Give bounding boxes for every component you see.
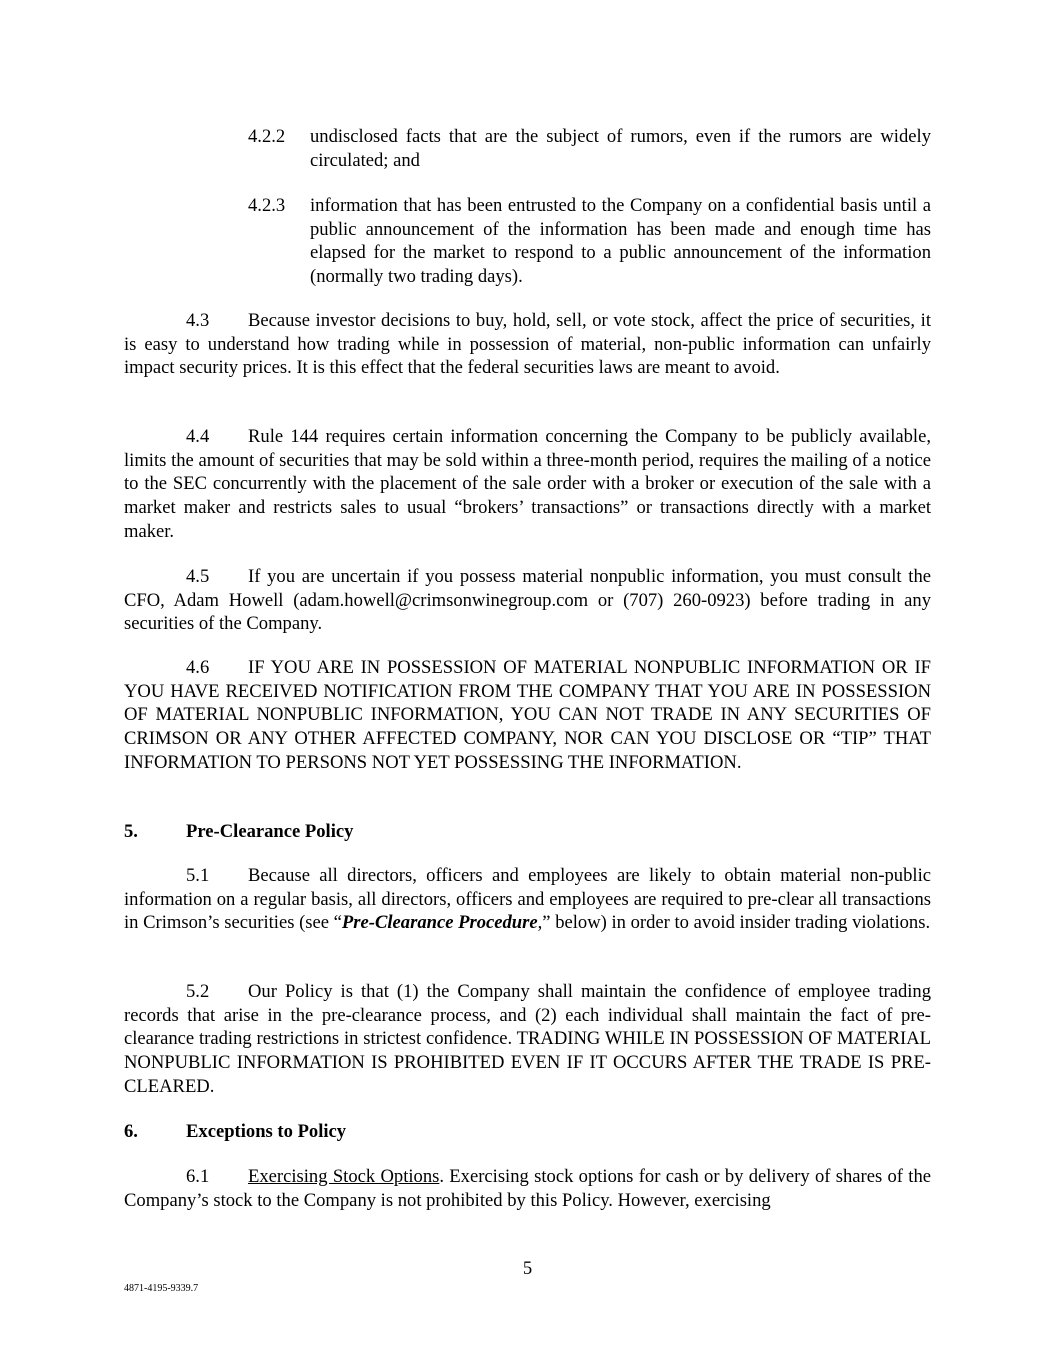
paragraph-5-1 xyxy=(124,864,931,935)
paragraph-number: 5.2 xyxy=(186,981,210,1002)
item-number: 4.2.3 xyxy=(248,195,286,216)
paragraph-text: . Exercising stock options for cash or by delivery of shares of the Company’s stock to the Company is not prohibited by this Policy. However, exercising xyxy=(124,1166,931,1211)
item-4-2-3 xyxy=(248,194,931,289)
paragraph-number: 6.1 xyxy=(186,1166,210,1187)
document-id: 4871-4195-9339.7 xyxy=(124,1283,199,1294)
paragraph-4-3 xyxy=(124,309,931,380)
item-number: 4.2.2 xyxy=(248,126,286,147)
item-text: undisclosed facts that are the subject of rumors, even if the rumors are widely circulated; and xyxy=(310,126,931,171)
section-number: 5. xyxy=(124,821,138,842)
section-title: Exceptions to Policy xyxy=(186,1121,347,1142)
paragraph-text: Our Policy is that (1) the Company shall maintain the confidence of employee trading records that arise in the pre-clearance process, and (2) each individual shall maintain the fact of pre-clearance trading restrictions in strictest confidence. TRADING WHILE IN POSSESSION OF MATERIAL NONPUBLIC INFORMATION IS PROHIBITED EVEN IF IT OCCURS AFTER THE TRADE IS PRE-CLEARED. xyxy=(124,981,931,1097)
section-title: Pre-Clearance Policy xyxy=(186,821,354,842)
section-number: 6. xyxy=(124,1121,138,1142)
paragraph-5-2 xyxy=(124,980,931,1099)
paragraph-6-1 xyxy=(124,1165,931,1212)
emphasized-term: Pre-Clearance Procedure xyxy=(341,912,538,934)
paragraph-number: 4.5 xyxy=(186,566,210,587)
page-number: 5 xyxy=(522,1258,533,1279)
item-text: information that has been entrusted to the Company on a confidential basis until a public announcement of the information has been made and enough time has elapsed for the market to respond to a public announcement of the information (normally two trading days). xyxy=(310,195,931,288)
paragraph-text-continued: ,” below) in order to avoid insider trading violations. xyxy=(537,912,931,934)
section-heading-5 xyxy=(124,820,353,844)
paragraph-4-5 xyxy=(124,565,931,636)
paragraph-4-4 xyxy=(124,425,931,544)
paragraph-number: 4.3 xyxy=(186,310,210,331)
paragraph-number: 5.1 xyxy=(186,865,210,886)
underlined-subheading: Exercising Stock Options xyxy=(248,1166,440,1187)
paragraph-text: Because investor decisions to buy, hold, sell, or vote stock, affect the price of securities, it is easy to understand how trading while in possession of material, non-public information can unfairly impact security prices. It is this effect that the federal securities laws are meant to avoid. xyxy=(124,310,931,379)
paragraph-text: Rule 144 requires certain information concerning the Company to be publicly available, limits the amount of securities that may be sold within a three-month period, requires the mailing of a notice to the SEC concurrently with the placement of the sale order with a broker or execution of the sale with a market maker and restricts sales to usual “brokers’ transactions” or transactions directly with a market maker. xyxy=(124,426,931,542)
paragraph-text: IF YOU ARE IN POSSESSION OF MATERIAL NONPUBLIC INFORMATION OR IF YOU HAVE RECEIVED NOTIFICATION FROM THE COMPANY THAT YOU ARE IN POSSESSION OF MATERIAL NONPUBLIC INFORMATION, YOU CAN NOT TRADE IN ANY SECURITIES OF CRIMSON OR ANY OTHER AFFECTED COMPANY, NOR CAN YOU DISCLOSE OR “TIP” THAT INFORMATION TO PERSONS NOT YET POSSESSING THE INFORMATION. xyxy=(124,657,931,773)
paragraph-4-6 xyxy=(124,656,931,775)
section-heading-6 xyxy=(124,1120,346,1144)
item-4-2-2 xyxy=(248,125,931,172)
paragraph-number: 4.4 xyxy=(186,426,210,447)
paragraph-text: If you are uncertain if you possess material nonpublic information, you must consult the CFO, Adam Howell (adam.howell@crimsonwinegroup.com or (707) 260-0923) before trading in any securities of the Company. xyxy=(124,566,931,635)
paragraph-number: 4.6 xyxy=(186,657,210,678)
paragraph-text: Because all directors, officers and employees are likely to obtain material non-public information on a regular basis, all directors, officers and employees are required to pre-clear all transactions in Crimson’s securities (see “ xyxy=(124,865,931,934)
